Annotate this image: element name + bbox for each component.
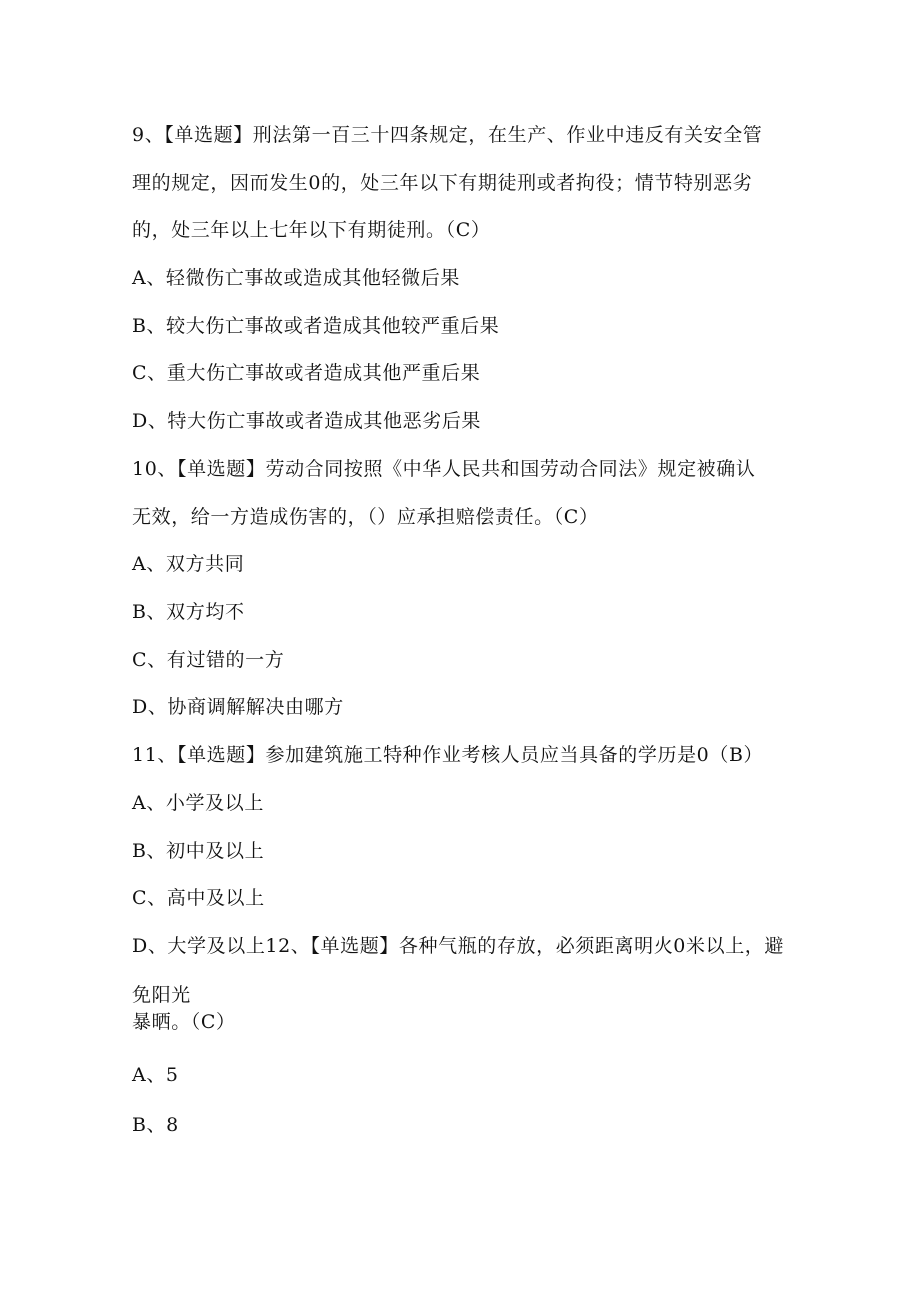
question-9-option-b: B、较大伤亡事故或者造成其他较严重后果 — [132, 315, 500, 337]
question-10-stem-line-1: 10、【单选题】劳动合同按照《中华人民共和国劳动合同法》规定被确认 — [132, 458, 756, 480]
question-11-option-d: D、大学及以上12、【单选题】各种气瓶的存放，必须距离明火0米以上，避 — [132, 935, 785, 957]
question-9-stem-line-2: 理的规定，因而发生0的，处三年以下有期徒刑或者拘役；情节特别恶劣 — [132, 172, 753, 194]
question-12-option-b: B、8 — [132, 1114, 179, 1136]
question-11-option-a: A、小学及以上 — [132, 792, 264, 814]
question-9-stem-line-3: 的，处三年以上七年以下有期徒刑。（C） — [132, 219, 491, 241]
question-11-option-c: C、高中及以上 — [132, 887, 265, 909]
question-12-option-a: A、5 — [132, 1064, 179, 1086]
question-11-option-b: B、初中及以上 — [132, 840, 265, 862]
question-9-option-d: D、特大伤亡事故或者造成其他恶劣后果 — [132, 410, 482, 432]
question-10-option-b: B、双方均不 — [132, 601, 245, 623]
question-10-option-c: C、有过错的一方 — [132, 649, 285, 671]
question-12-stem-line-2: 暴晒。（C） — [132, 1011, 236, 1033]
question-10-option-d: D、协商调解解决由哪方 — [132, 696, 344, 718]
question-11-stem-line-1: 11、【单选题】参加建筑施工特种作业考核人员应当具备的学历是0（B） — [132, 744, 764, 766]
question-9-option-a: A、轻微伤亡事故或造成其他轻微后果 — [132, 267, 460, 289]
question-12-stem-line-1: 免阳光 — [132, 984, 191, 1006]
question-10-option-a: A、双方共同 — [132, 553, 245, 575]
question-9-stem-line-1: 9、【单选题】刑法第一百三十四条规定，在生产、作业中违反有关安全管 — [132, 124, 763, 146]
question-10-stem-line-2: 无效，给一方造成伤害的，（）应承担赔偿责任。（C） — [132, 506, 599, 528]
question-9-option-c: C、重大伤亡事故或者造成其他严重后果 — [132, 362, 481, 384]
